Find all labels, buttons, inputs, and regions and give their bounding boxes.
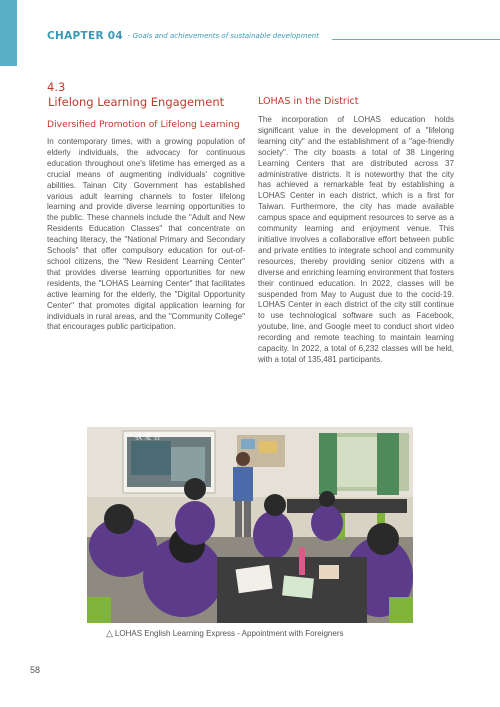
page-number: 58 xyxy=(30,665,41,675)
screen-text: 我 愛 自 xyxy=(135,433,161,441)
left-paragraph: In contemporary times, with a growing population of elderly individuals, the advocacy for continuous education throughout one's lifetime has emerged as a crucial means of augmenting individuals' cognitive abilities. Tainan City Government has established various adult learning channels to foster lifelong learning and provide diverse learning opportunities to the public. These channels include the "Adult and New Residents Education Classes" that concentrate on teaching literacy, the "National Primary and Secondary Schools" that offer compulsory education for out-of-school citizens, the "New Resident Learning Center" that provides diverse learning opportunities for new residents, the "LOHAS Learning Center" that facilitates active learning for the elderly, the "Digital Opportunity Center" that promotes digital application learning for individuals in rural areas, and the "Community College" that encourages public participation. xyxy=(47,137,245,332)
chapter-label: CHAPTER 04 xyxy=(47,30,124,42)
section-number: 4.3 xyxy=(47,80,66,94)
triangle-outline-icon: △ xyxy=(106,628,113,638)
photo-caption xyxy=(106,628,406,639)
header-rule xyxy=(332,39,500,40)
right-column xyxy=(258,96,454,366)
chapter-subtitle: - Goals and achievements of sustainable development xyxy=(128,32,319,40)
classroom-photo xyxy=(87,427,413,623)
caption-text: LOHAS English Learning Express - Appointment with Foreigners xyxy=(114,629,344,638)
right-subheading: LOHAS in the District xyxy=(258,96,359,107)
chapter-corner-tab xyxy=(0,0,17,66)
section-title: Lifelong Learning Engagement xyxy=(48,95,225,109)
left-subheading: Diversified Promotion of Lifelong Learning xyxy=(47,119,240,130)
right-paragraph: The incorporation of LOHAS education holds significant value in the development of a "lifelong learning city" and the establishment of a "age-friendly society". The city boasts a total of 38 Lingering Learning Centers that are distributed across 37 administrative districts. It is noteworthy that the city has achieved a remarkable feat by establishing a LOHAS Center in each district, which is a first for Taiwan. Furthermore, the city has made available campus space and equipment resources to serve as a community learning and enjoyment venue. This initiative involves a collaborative effort between public and private entities to integrate school and community resources, thereby providing senior citizens with a diverse and enriching learning environment that fosters their continued education. In 2022, classes will be suspended from May to August due to the cocid-19. LOHAS Center in each district of the city still continue to use technological software such as Facebook, youtube, line, and Google meet to conduct short video recording and remote teaching to maintain learning capacity. In 2022, a total of 6,232 classes will be held, with a total of 135,481 participants. xyxy=(258,115,454,364)
left-column xyxy=(47,80,245,333)
chapter-header xyxy=(47,29,500,43)
